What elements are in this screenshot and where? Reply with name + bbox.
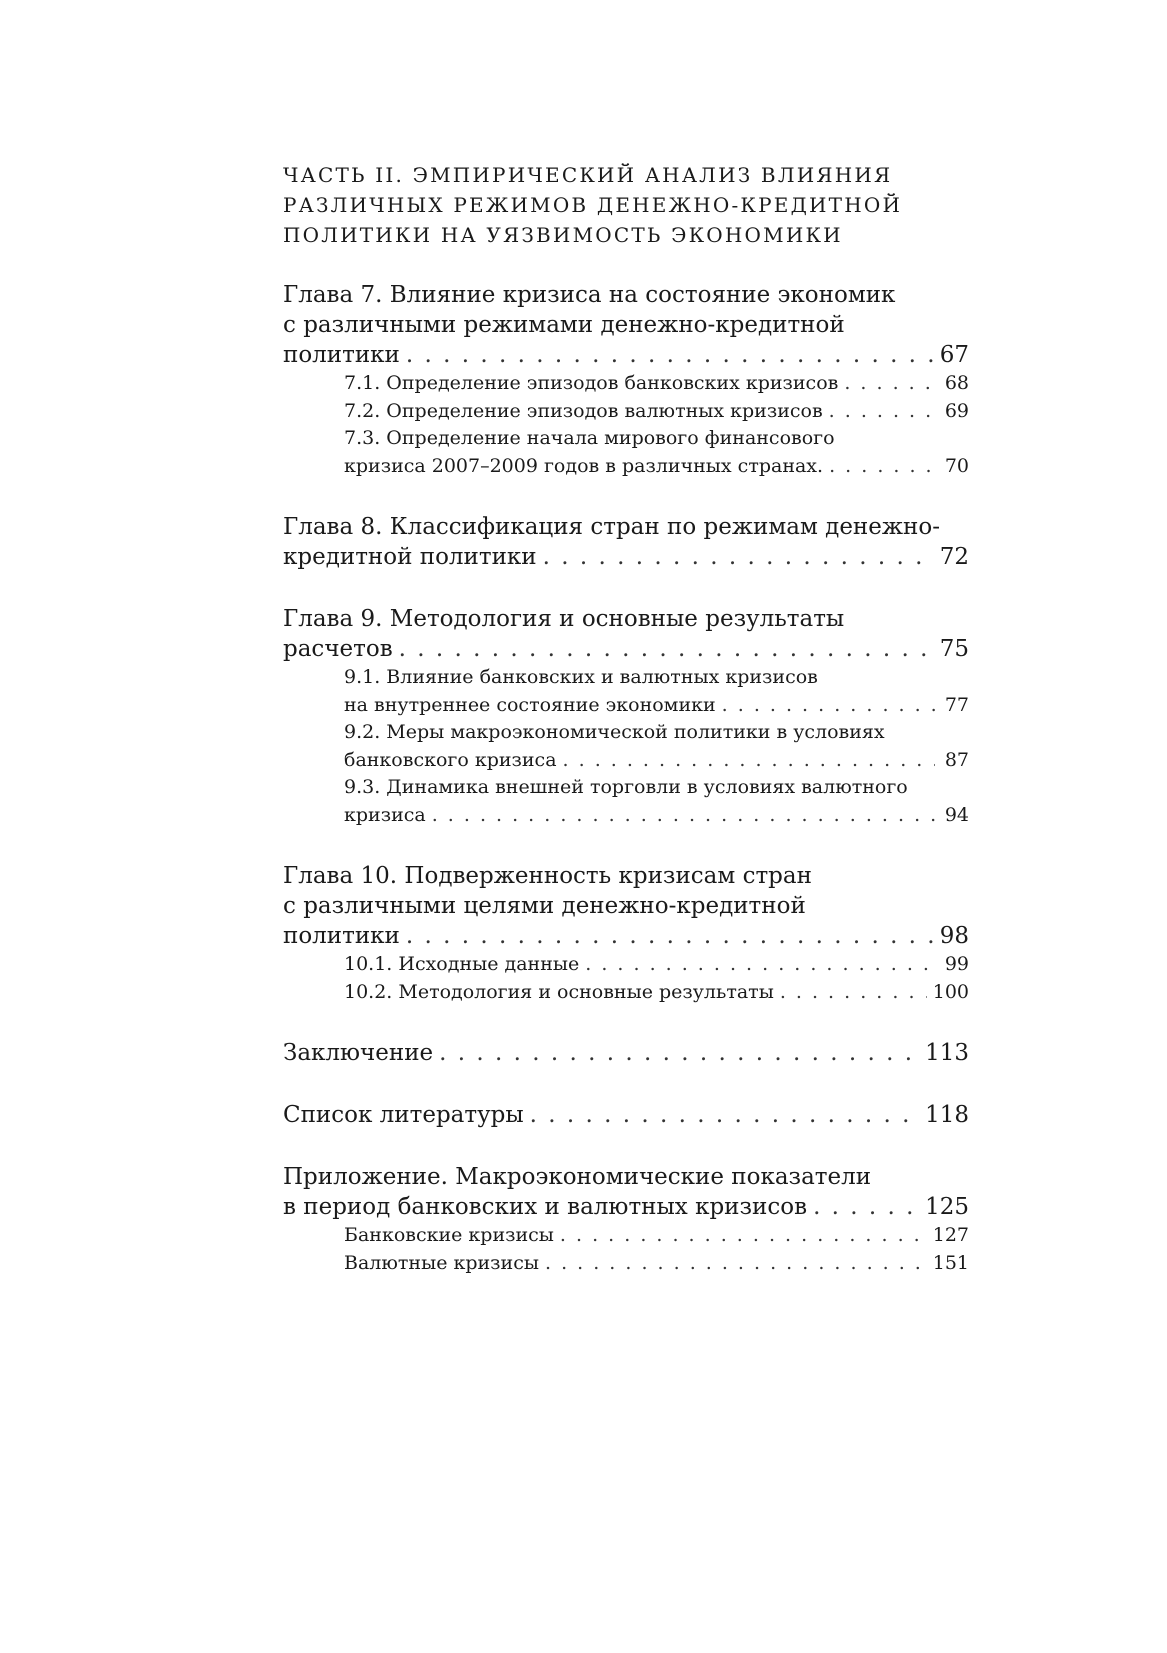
toc-chapter-line (283, 310, 969, 340)
toc-subsection-line (344, 398, 969, 426)
dot-leader (545, 1250, 927, 1278)
toc-subsection-line (344, 979, 969, 1007)
page-number: 151 (932, 1251, 969, 1274)
toc-subsection-title: 7.3. Определение начала мирового финансового (344, 427, 835, 449)
toc-chapter-title: с различными целями денежно-кредитной (283, 893, 806, 919)
toc-subsection-title: 10.1. Исходные данные (344, 953, 580, 975)
toc-chapter (283, 604, 969, 829)
toc-subsection-title: 9.3. Динамика внешней торговли в условиях валютного (344, 776, 908, 798)
toc-subsection-title: 9.2. Меры макроэкономической политики в условиях (344, 721, 885, 743)
page-number: 94 (944, 803, 969, 826)
toc-subsection-title: 9.1. Влияние банковских и валютных кризисов (344, 666, 818, 688)
dot-leader (399, 634, 934, 664)
toc-chapter-title: политики (283, 342, 400, 368)
toc-subsection[interactable] (344, 719, 969, 774)
toc-subsection-title: 10.2. Методология и основные результаты (344, 980, 774, 1003)
toc-chapter-line[interactable] (283, 340, 969, 370)
toc-subsection-line (344, 425, 969, 453)
toc-subsection-title: кризиса (344, 803, 426, 826)
dot-leader (406, 340, 934, 370)
toc-chapter-title: Глава 10. Подверженность кризисам стран (283, 863, 812, 889)
dot-leader (722, 692, 935, 720)
toc-subsection-line (344, 802, 969, 830)
toc-chapter-title: Список литературы (283, 1102, 524, 1128)
toc-subsection-line (344, 1222, 969, 1250)
toc-subsection-title: 7.1. Определение эпизодов банковских кризисов (344, 372, 839, 394)
dot-leader (829, 398, 935, 426)
toc-chapter (283, 512, 969, 572)
part-title-line: ПОЛИТИКИ НА УЯЗВИМОСТЬ ЭКОНОМИКИ (283, 223, 843, 247)
toc-subsection-line (344, 1250, 969, 1278)
toc-subsection-line (344, 370, 969, 398)
toc-chapter-line (283, 1162, 969, 1192)
dot-leader (844, 370, 935, 398)
page-number: 68 (944, 372, 969, 394)
toc-chapter-title: Глава 7. Влияние кризиса на состояние экономик (283, 282, 896, 308)
toc-chapter (283, 861, 969, 1006)
page-number: 69 (944, 399, 969, 422)
toc-subsection-line (344, 719, 969, 747)
dot-leader (432, 802, 935, 830)
page-number: 72 (939, 544, 969, 570)
toc-subsection[interactable] (344, 1222, 969, 1250)
toc-subsections (283, 370, 969, 480)
dot-leader (829, 453, 935, 481)
toc-subsection-line (344, 774, 969, 802)
page-number: 100 (932, 980, 969, 1003)
toc-subsection[interactable] (344, 1250, 969, 1278)
toc-chapter-line[interactable] (283, 634, 969, 664)
dot-leader (813, 1192, 919, 1222)
toc-chapter (283, 1038, 969, 1068)
toc-subsection[interactable] (344, 425, 969, 480)
toc-chapter-title: политики (283, 923, 400, 949)
toc-subsection[interactable] (344, 398, 969, 426)
toc-chapter (283, 1100, 969, 1130)
toc-chapter-line[interactable] (283, 542, 969, 572)
toc-subsections (283, 951, 969, 1006)
toc-subsection-line (344, 951, 969, 979)
page-number: 125 (925, 1194, 969, 1220)
toc-subsection-line (344, 453, 969, 481)
page-number: 99 (944, 953, 969, 975)
toc-chapter-title: Заключение (283, 1040, 434, 1066)
page-number: 70 (944, 454, 969, 477)
toc-chapter (283, 280, 969, 480)
toc-chapter-line[interactable] (283, 1100, 969, 1130)
toc-subsection[interactable] (344, 774, 969, 829)
toc-subsection-title: банковского кризиса (344, 748, 557, 771)
dot-leader (585, 951, 935, 979)
dot-leader (406, 921, 934, 951)
part-title-line: РАЗЛИЧНЫХ РЕЖИМОВ ДЕНЕЖНО-КРЕДИТНОЙ (283, 193, 903, 217)
dot-leader (439, 1038, 919, 1068)
toc-subsection-title: Валютные кризисы (344, 1251, 539, 1274)
toc-list (283, 280, 969, 1277)
toc-subsection-title: кризиса 2007–2009 годов в различных странах. (344, 454, 824, 477)
page-number: 87 (944, 748, 969, 771)
toc-subsection-title: Банковские кризисы (344, 1224, 554, 1246)
toc-chapter-line (283, 512, 969, 542)
dot-leader (780, 979, 927, 1007)
toc-subsection-title: на внутреннее состояние экономики (344, 693, 716, 716)
toc-chapter-title: с различными режимами денежно-кредитной (283, 312, 845, 338)
toc-subsections (283, 1222, 969, 1277)
page-number: 118 (925, 1102, 969, 1128)
toc-chapter-line (283, 604, 969, 634)
page-number: 67 (939, 342, 969, 368)
toc-chapter-line (283, 861, 969, 891)
part-title (283, 160, 969, 250)
page-number: 77 (944, 693, 969, 716)
toc-chapter (283, 1162, 969, 1277)
toc-chapter-line[interactable] (283, 921, 969, 951)
toc-chapter-line (283, 891, 969, 921)
table-of-contents (283, 160, 969, 1309)
toc-subsection-line (344, 692, 969, 720)
page-number: 98 (939, 923, 969, 949)
page-number: 113 (925, 1040, 969, 1066)
toc-subsection[interactable] (344, 951, 969, 979)
toc-chapter-title: Глава 8. Классификация стран по режимам денежно- (283, 514, 940, 540)
page-number: 127 (932, 1224, 969, 1246)
toc-chapter-line[interactable] (283, 1038, 969, 1068)
toc-subsection[interactable] (344, 664, 969, 719)
toc-subsection-title: 7.2. Определение эпизодов валютных кризисов (344, 399, 823, 422)
toc-chapter-title: кредитной политики (283, 544, 537, 570)
toc-chapter-title: Глава 9. Методология и основные результаты (283, 606, 845, 632)
toc-subsections (283, 664, 969, 829)
dot-leader (543, 542, 934, 572)
toc-subsection-line (344, 747, 969, 775)
toc-chapter-line (283, 280, 969, 310)
part-title-line: ЧАСТЬ II. ЭМПИРИЧЕСКИЙ АНАЛИЗ ВЛИЯНИЯ (283, 163, 893, 187)
toc-chapter-line[interactable] (283, 1192, 969, 1222)
page-number: 75 (939, 636, 969, 662)
toc-subsection-line (344, 664, 969, 692)
toc-chapter-title: Приложение. Макроэкономические показатели (283, 1164, 872, 1190)
toc-subsection[interactable] (344, 979, 969, 1007)
toc-chapter-title: расчетов (283, 636, 393, 662)
toc-subsection[interactable] (344, 370, 969, 398)
toc-chapter-title: в период банковских и валютных кризисов (283, 1194, 808, 1220)
dot-leader (563, 747, 935, 775)
dot-leader (560, 1222, 927, 1250)
dot-leader (530, 1100, 919, 1130)
